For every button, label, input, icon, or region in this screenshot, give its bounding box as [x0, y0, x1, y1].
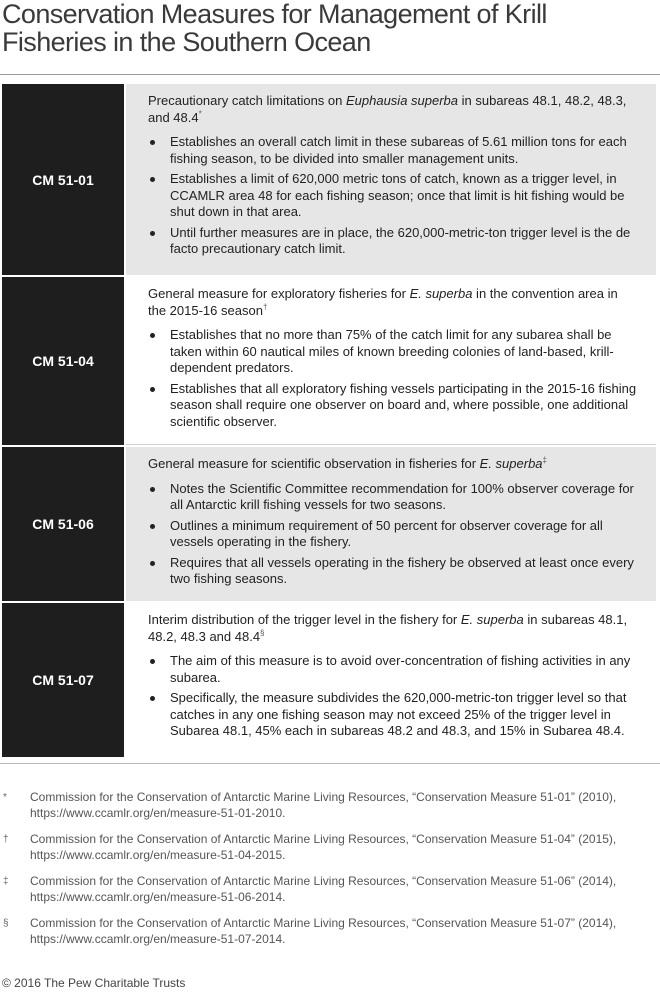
- bullet-item: Establishes that no more than 75% of the catch limit for any subarea shall be taken within 60 nautical miles of known breeding colonies of land-based, krill-dependent predators.: [148, 327, 638, 377]
- footnote-mark: ‡: [3, 876, 9, 887]
- species-name: E. superba: [479, 456, 543, 471]
- bullet-item: Until further measures are in place, the 620,000-metric-ton trigger level is the de facto precautionary catch limit.: [148, 225, 638, 258]
- bullet-item: Requires that all vessels operating in the fishery be observed at least once every two fishing seasons.: [148, 555, 638, 588]
- species-name: Euphausia superba: [345, 93, 459, 108]
- measure-row-cm-51-07: [2, 603, 656, 757]
- bullet-item: Establishes a limit of 620,000 metric tons of catch, known as a trigger level, in CCAMLR area 48 for each fishing season; once that limit is hit fishing would be shut down in that area.: [148, 171, 638, 221]
- footnote-item: [0, 790, 650, 821]
- footnote-mark: *: [3, 792, 7, 803]
- bullet-item: Establishes that all exploratory fishing vessels participating in the 2015-16 fishing season shall require one observer on board and, where possible, one additional scientific observer.: [148, 381, 638, 431]
- measure-content: [126, 603, 656, 757]
- measure-row-cm-51-04: [2, 277, 656, 447]
- footnote-marker: *: [198, 109, 202, 119]
- intro-text-end: in subareas 48.1, 48.2, 48.3 and 48.4: [148, 612, 628, 644]
- measure-intro: [148, 456, 638, 473]
- bullet-item: Establishes an overall catch limit in these subareas of 5.61 million tons for each fishing season, to be divided into smaller management units.: [148, 134, 638, 167]
- footnote-item: [0, 874, 650, 905]
- measures-table: [2, 84, 656, 757]
- measure-intro: [148, 286, 638, 319]
- bullet-item: Specifically, the measure subdivides the 620,000-metric-ton trigger level so that catches in any one fishing season may not exceed 25% of the trigger level in Subarea 48.1, 45% each in subareas 48.2 and 48.3, and 15% in Subarea 48.4.: [148, 690, 638, 740]
- measure-code: CM 51-04: [2, 277, 124, 445]
- measure-row-cm-51-06: [2, 447, 656, 603]
- footnote-marker: ‡: [542, 455, 547, 465]
- measure-content: [126, 447, 656, 601]
- measure-intro: [148, 93, 638, 126]
- footnote-mark: §: [3, 918, 9, 929]
- footnote-text: Commission for the Conservation of Antarctic Marine Living Resources, “Conservation Measure 51-07” (2014), https://www.ccamlr.org/en/measure-51-07-2014.: [30, 916, 617, 946]
- measure-intro: [148, 612, 638, 645]
- intro-text-end: in subareas 48.1, 48.2, 48.3, and 48.4: [148, 93, 627, 125]
- footnotes-divider: [0, 763, 660, 764]
- intro-text: General measure for scientific observation in fisheries for: [148, 456, 480, 471]
- measure-bullets: [148, 653, 638, 740]
- measure-code: CM 51-06: [2, 447, 124, 601]
- footnote-text: Commission for the Conservation of Antarctic Marine Living Resources, “Conservation Measure 51-01” (2010), https://www.ccamlr.org/en/measure-51-01-2010.: [30, 790, 617, 820]
- measure-content: [126, 277, 656, 445]
- intro-text: General measure for exploratory fisheries for: [148, 286, 410, 301]
- measure-bullets: [148, 327, 638, 430]
- measure-code: CM 51-07: [2, 603, 124, 757]
- measure-code: CM 51-01: [2, 84, 124, 275]
- intro-text: Precautionary catch limitations on: [148, 93, 346, 108]
- measure-bullets: [148, 481, 638, 588]
- footnote-marker: §: [260, 628, 265, 638]
- bullet-item: Outlines a minimum requirement of 50 percent for observer coverage for all vessels operating in the fishery.: [148, 518, 638, 551]
- bullet-item: The aim of this measure is to avoid over-concentration of fishing activities in any subarea.: [148, 653, 638, 686]
- intro-text: Interim distribution of the trigger level in the fishery for: [148, 612, 461, 627]
- footnote-text: Commission for the Conservation of Antarctic Marine Living Resources, “Conservation Measure 51-04” (2015), https://www.ccamlr.org/en/measure-51-04-2015.: [30, 832, 617, 862]
- measure-bullets: [148, 134, 638, 258]
- measure-content: [126, 84, 656, 275]
- copyright-notice: © 2016 The Pew Charitable Trusts: [2, 976, 186, 990]
- footnote-mark: †: [3, 834, 9, 845]
- measure-row-cm-51-01: [2, 84, 656, 277]
- bullet-item: Notes the Scientific Committee recommendation for 100% observer coverage for all Antarctic krill fishing vessels for two seasons.: [148, 481, 638, 514]
- page-title: Conservation Measures for Management of Krill Fisheries in the Southern Ocean: [2, 0, 547, 57]
- footnote-marker: †: [262, 302, 268, 312]
- footnote-item: [0, 916, 650, 947]
- intro-text-end: in the convention area in the 2015-16 season: [148, 286, 618, 318]
- species-name: E. superba: [460, 612, 524, 627]
- title-divider: [0, 74, 660, 75]
- footnotes: [0, 790, 650, 958]
- species-name: E. superba: [409, 286, 473, 301]
- footnote-item: [0, 832, 650, 863]
- footnote-text: Commission for the Conservation of Antarctic Marine Living Resources, “Conservation Measure 51-06” (2014), https://www.ccamlr.org/en/measure-51-06-2014.: [30, 874, 617, 904]
